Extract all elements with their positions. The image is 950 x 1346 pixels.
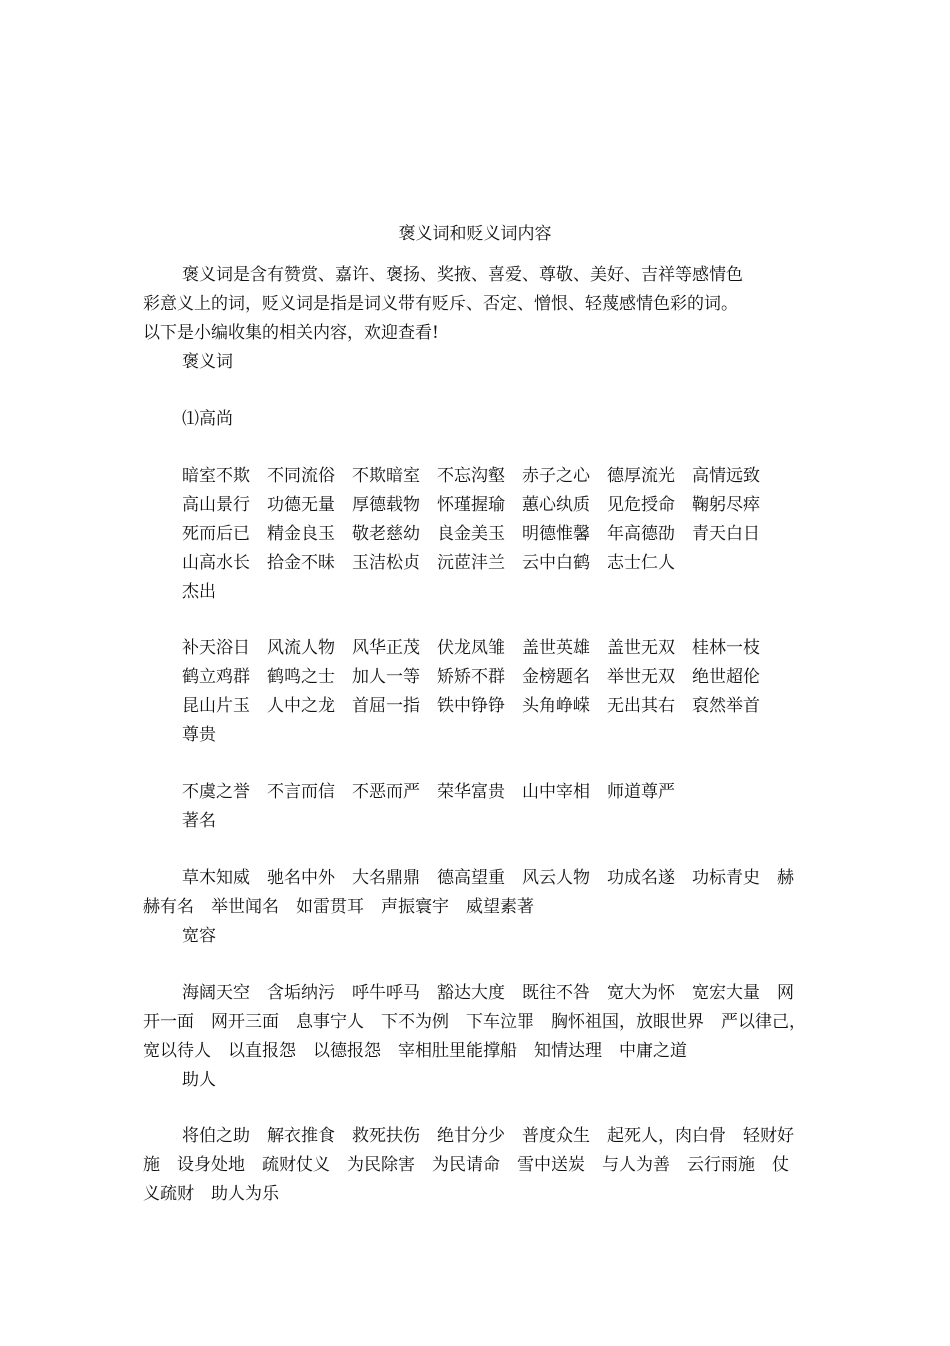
word: 高情远致 (692, 466, 760, 486)
kuanrong-list (143, 979, 808, 1095)
word: 年高德劭 (607, 524, 675, 544)
word: 无出其右 (607, 696, 675, 716)
word: 拾金不昧 (267, 553, 335, 573)
category-label: 助人 (182, 1070, 216, 1090)
word: 暗室不欺 (182, 466, 250, 486)
word: 不恶而严 (352, 782, 420, 802)
word: 厚德载物 (352, 495, 420, 515)
word: 山高水长 (182, 553, 250, 573)
word: 志士仁人 (607, 553, 675, 573)
word-row (143, 778, 808, 807)
jiechu-list (143, 634, 808, 750)
word: 不欺暗室 (352, 466, 420, 486)
word: 沅茝沣兰 (437, 553, 505, 573)
word: 见危授命 (607, 495, 675, 515)
word: 德厚流光 (607, 466, 675, 486)
word: 金榜题名 (522, 667, 590, 687)
word: 鞠躬尽瘁 (692, 495, 760, 515)
intro-paragraph (143, 261, 808, 377)
intro-line: 褒义词是含有赞赏、嘉许、褒扬、奖掖、喜爱、尊敬、美好、吉祥等感情色 (182, 265, 743, 285)
word: 良金美玉 (437, 524, 505, 544)
category-label: 著名 (182, 811, 216, 831)
word: 玉洁松贞 (352, 553, 420, 573)
word-row (143, 520, 808, 549)
word-line: 施 设身处地 疏财仗义 为民除害 为民请命 雪中送炭 与人为善 云行雨施 仗 (143, 1155, 789, 1175)
category-gaoshang (143, 405, 808, 434)
word-row (143, 692, 808, 721)
word: 头角峥嵘 (522, 696, 590, 716)
word: 鹤立鸡群 (182, 667, 250, 687)
word: 精金良玉 (267, 524, 335, 544)
gaoshang-list (143, 462, 808, 607)
word-line: 草木知威 驰名中外 大名鼎鼎 德高望重 风云人物 功成名遂 功标青史 赫 (182, 868, 794, 888)
document-title: 褒义词和贬义词内容 (398, 224, 552, 244)
word: 山中宰相 (522, 782, 590, 802)
category-label: 尊贵 (182, 725, 216, 745)
word: 明德惟馨 (522, 524, 590, 544)
intro-line: 以下是小编收集的相关内容，欢迎查看! (143, 323, 439, 343)
word: 死而后已 (182, 524, 250, 544)
word: 青天白日 (692, 524, 760, 544)
word-row (143, 549, 808, 578)
word: 荣华富贵 (437, 782, 505, 802)
word: 蕙心纨质 (522, 495, 590, 515)
word: 绝世超伦 (692, 667, 760, 687)
word: 赤子之心 (522, 466, 590, 486)
word-line: 开一面 网开三面 息事宁人 下不为例 下车泣罪 胸怀祖国，放眼世界 严以律己， (143, 1012, 806, 1032)
word: 裒然举首 (692, 696, 760, 716)
word: 矫矫不群 (437, 667, 505, 687)
word-line: 将伯之助 解衣推食 救死扶伤 绝甘分少 普度众生 起死人，肉白骨 轻财好 (182, 1126, 794, 1146)
word: 桂林一枝 (692, 638, 760, 658)
word: 不虞之誉 (182, 782, 250, 802)
word-row (143, 663, 808, 692)
word: 鹤鸣之士 (267, 667, 335, 687)
intro-line: 彩意义上的词，贬义词是指是词义带有贬斥、否定、憎恨、轻蔑感情色彩的词。 (143, 294, 738, 314)
word-line: 赫有名 举世闻名 如雷贯耳 声振寰宇 威望素著 (143, 897, 534, 917)
word: 敬老慈幼 (352, 524, 420, 544)
word: 盖世英雄 (522, 638, 590, 658)
word: 不言而信 (267, 782, 335, 802)
word: 首屈一指 (352, 696, 420, 716)
word-row (143, 491, 808, 520)
word: 云中白鹤 (522, 553, 590, 573)
word: 加人一等 (352, 667, 420, 687)
section-heading: 褒义词 (182, 352, 233, 372)
word: 铁中铮铮 (437, 696, 505, 716)
zhuren-list (143, 1122, 808, 1209)
word: 不同流俗 (267, 466, 335, 486)
word: 人中之龙 (267, 696, 335, 716)
category-label: 杰出 (182, 582, 216, 602)
word: 补天浴日 (182, 638, 250, 658)
word: 风华正茂 (352, 638, 420, 658)
category-label: 宽容 (182, 926, 216, 946)
word: 不忘沟壑 (437, 466, 505, 486)
word: 高山景行 (182, 495, 250, 515)
category-label: ⑴高尚 (182, 409, 233, 429)
zhuming-list (143, 864, 808, 951)
word-line: 海阔天空 含垢纳污 呼牛呼马 豁达大度 既往不咎 宽大为怀 宽宏大量 网 (182, 983, 794, 1003)
zungui-list (143, 778, 808, 836)
word: 盖世无双 (607, 638, 675, 658)
word-line: 宽以待人 以直报怨 以德报怨 宰相肚里能撑船 知情达理 中庸之道 (143, 1041, 687, 1061)
word: 伏龙凤雏 (437, 638, 505, 658)
word: 怀瑾握瑜 (437, 495, 505, 515)
word-row (143, 634, 808, 663)
word: 举世无双 (607, 667, 675, 687)
word: 昆山片玉 (182, 696, 250, 716)
word-line: 义疏财 助人为乐 (143, 1184, 279, 1204)
word: 风流人物 (267, 638, 335, 658)
word-row (143, 462, 808, 491)
word: 功德无量 (267, 495, 335, 515)
word: 师道尊严 (607, 782, 675, 802)
